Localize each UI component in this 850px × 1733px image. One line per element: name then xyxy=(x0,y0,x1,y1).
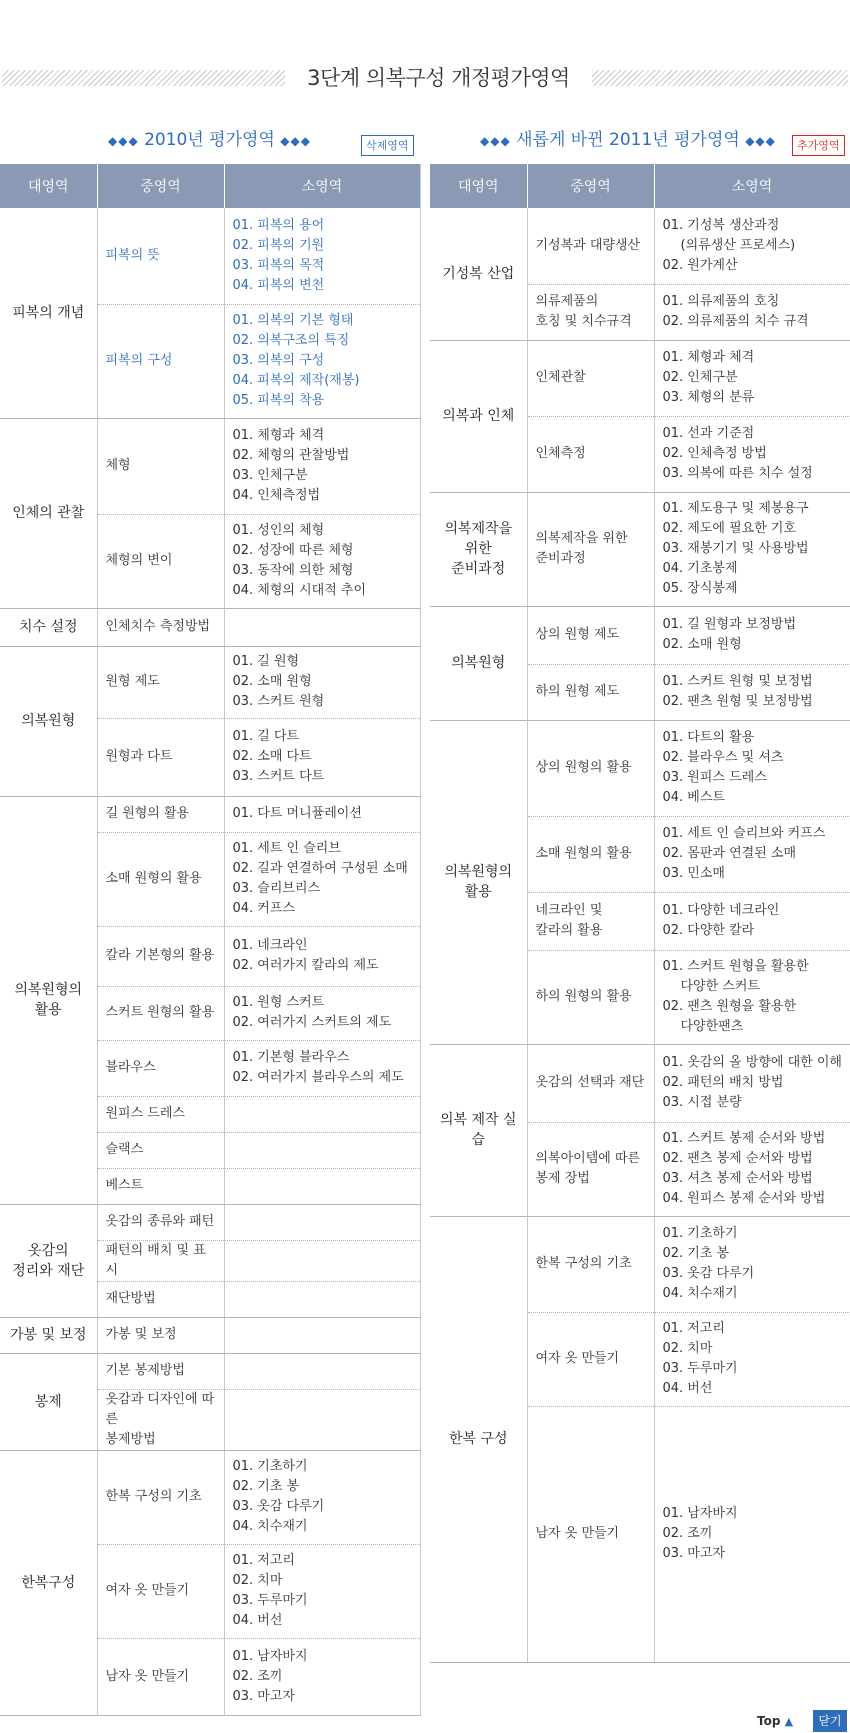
mid-area-cell: 한복 구성의 기초 xyxy=(527,1216,654,1312)
small-area-item: 02. 치마 xyxy=(662,1341,713,1356)
small-area-cell xyxy=(224,1638,420,1715)
small-area-item: 01. 체형과 체격 xyxy=(662,350,755,365)
mid-area-cell: 상의 원형의 활용 xyxy=(527,720,654,816)
small-area-item: 01. 세트 인 슬리브와 커프스 xyxy=(662,826,826,841)
small-area-item: 02. 여러가지 블라우스의 제도 xyxy=(232,1070,404,1085)
small-area-item: 02. 제도에 필요한 기호 xyxy=(662,521,797,536)
small-area-item: 03. 재봉기기 및 사용방법 xyxy=(662,541,809,556)
table-header-row xyxy=(430,164,850,208)
small-area-item: 03. 옷감 다루기 xyxy=(662,1266,755,1281)
mid-area-cell: 의류제품의 호칭 및 치수규격 xyxy=(527,284,654,340)
small-area-item: 03. 마고자 xyxy=(232,1688,295,1704)
major-area-cell: 의복 제작 실습 xyxy=(430,1044,527,1216)
mid-area-cell: 네크라인 및 칼라의 활용 xyxy=(527,892,654,950)
small-area-cell xyxy=(224,304,420,418)
small-area-cell xyxy=(224,646,420,718)
table-row xyxy=(0,796,420,832)
small-area-cell xyxy=(224,1204,420,1240)
small-area-item: 01. 기초하기 xyxy=(232,1459,308,1474)
small-area-item: 01. 기본형 블라우스 xyxy=(232,1050,350,1065)
page-title: 3단계 의복구성 개정평가영역 xyxy=(307,66,570,90)
small-area-item: 02. 블라우스 및 셔츠 xyxy=(662,750,784,765)
small-area-item: 02. 소매 원형 xyxy=(662,637,742,652)
small-area-cell xyxy=(224,1450,420,1544)
major-area-cell: 가봉 및 보정 xyxy=(0,1317,97,1353)
small-area-cell xyxy=(224,986,420,1040)
small-area-item: 02. 체형의 관찰방법 xyxy=(232,448,350,463)
mid-area-cell: 옷감과 디자인에 따른 봉제방법 xyxy=(97,1389,224,1450)
mid-area-cell: 가봉 및 보정 xyxy=(97,1317,224,1353)
small-area-item: 02. 기초 봉 xyxy=(232,1479,300,1494)
small-area-cell xyxy=(654,1216,850,1312)
small-area-item: 04. 인체측정법 xyxy=(232,488,321,503)
small-area-item: 02. 팬츠 봉제 순서와 방법 xyxy=(662,1151,813,1166)
small-area-cell xyxy=(224,608,420,646)
small-area-cell xyxy=(224,1353,420,1389)
small-area-cell xyxy=(654,492,850,606)
mid-area-cell: 기본 봉제방법 xyxy=(97,1353,224,1389)
small-area-cell xyxy=(654,284,850,340)
mid-area-cell: 체형 xyxy=(97,418,224,514)
table-row xyxy=(430,720,850,816)
small-area-cell xyxy=(224,1317,420,1353)
table-row xyxy=(430,492,850,606)
table-2011 xyxy=(430,164,850,1663)
diamond-icon: ◆◆◆ xyxy=(745,134,776,148)
small-area-item: 01. 체형과 체격 xyxy=(232,428,325,443)
mid-area-cell: 옷감의 종류와 패턴 xyxy=(97,1204,224,1240)
major-area-cell: 치수 설정 xyxy=(0,608,97,646)
mid-area-cell: 패턴의 배치 및 표시 xyxy=(97,1240,224,1281)
top-label: Top xyxy=(757,1714,781,1728)
mid-area-cell: 상의 원형 제도 xyxy=(527,606,654,664)
section-title-2010 xyxy=(108,126,311,154)
small-area-item: 02. 기초 봉 xyxy=(662,1246,730,1261)
table-header-row xyxy=(0,164,420,208)
small-area-cell xyxy=(654,1122,850,1216)
small-area-item: 02. 의복구조의 특징 xyxy=(232,333,350,348)
small-area-item: 02. 성장에 따른 체형 xyxy=(232,543,354,558)
small-area-item: 02. 피복의 기원 xyxy=(232,237,325,253)
small-area-item: 04. 원피스 봉제 순서와 방법 xyxy=(662,1191,826,1206)
small-area-item: 01. 다트 머니퓰레이션 xyxy=(232,806,362,821)
small-area-item: 03. 체형의 분류 xyxy=(662,390,755,405)
small-area-item: 02. 원가계산 xyxy=(662,257,738,273)
small-area-item: 03. 의복에 따른 치수 설정 xyxy=(662,466,813,481)
small-area-cell xyxy=(654,720,850,816)
table-row xyxy=(0,1353,420,1389)
major-area-cell: 의복과 인체 xyxy=(430,340,527,492)
small-area-item: 04. 치수재기 xyxy=(662,1286,738,1301)
top-link[interactable] xyxy=(757,1710,793,1732)
major-area-cell: 의복원형의 활용 xyxy=(430,720,527,1044)
small-area-item: 02. 조끼 xyxy=(662,1526,713,1541)
small-area-cell xyxy=(654,816,850,892)
small-area-item: 03. 슬리브리스 xyxy=(232,881,321,896)
table-row xyxy=(0,418,420,514)
small-area-item: 01. 세트 인 슬리브 xyxy=(232,841,341,856)
major-area-cell: 의복원형 xyxy=(430,606,527,720)
small-area-item: 03. 동작에 의한 체형 xyxy=(232,563,354,578)
title-hatch-right xyxy=(592,70,848,86)
small-area-item: 02. 길과 연결하여 구성된 소매 xyxy=(232,861,408,876)
small-area-item: 03. 원피스 드레스 xyxy=(662,770,767,785)
small-area-item: 04. 베스트 xyxy=(662,790,725,805)
small-area-item: 01. 저고리 xyxy=(232,1553,295,1568)
major-area-cell: 의복원형의 활용 xyxy=(0,796,97,1204)
small-area-item: 다양한 스커트 xyxy=(680,979,760,994)
mid-area-cell: 슬랙스 xyxy=(97,1132,224,1168)
small-area-cell xyxy=(224,208,420,304)
mid-area-cell: 재단방법 xyxy=(97,1281,224,1317)
major-area-cell: 의복원형 xyxy=(0,646,97,796)
mid-area-cell: 남자 옷 만들기 xyxy=(97,1638,224,1715)
header-major: 대영역 xyxy=(0,164,97,208)
small-area-item: 01. 길 다트 xyxy=(232,729,300,744)
mid-area-cell: 원형과 다트 xyxy=(97,718,224,796)
table-row xyxy=(0,1317,420,1353)
mid-area-cell: 여자 옷 만들기 xyxy=(527,1312,654,1406)
added-area-badge: 추가영역 xyxy=(792,135,845,156)
major-area-cell: 인체의 관찰 xyxy=(0,418,97,608)
small-area-item: 03. 의복의 구성 xyxy=(232,353,325,368)
small-area-cell xyxy=(224,718,420,796)
major-area-cell: 의복제작을 위한 준비과정 xyxy=(430,492,527,606)
table-2010 xyxy=(0,164,421,1716)
header-small: 소영역 xyxy=(654,164,850,208)
header-major: 대영역 xyxy=(430,164,527,208)
small-area-item: 04. 체형의 시대적 추이 xyxy=(232,583,367,598)
table-row xyxy=(430,208,850,284)
small-area-cell xyxy=(654,892,850,950)
small-area-item: 03. 두루마기 xyxy=(232,1593,308,1608)
arrow-up-icon: ▲ xyxy=(784,1715,794,1728)
small-area-item: 01. 남자바지 xyxy=(662,1506,738,1521)
small-area-item: 02. 인체구분 xyxy=(662,370,738,385)
small-area-item: 04. 기초봉제 xyxy=(662,561,738,576)
small-area-item: 01. 제도용구 및 제봉용구 xyxy=(662,501,809,516)
header-small: 소영역 xyxy=(224,164,420,208)
small-area-cell xyxy=(654,208,850,284)
small-area-item: 02. 치마 xyxy=(232,1573,283,1588)
mid-area-cell: 피복의 뜻 xyxy=(97,208,224,304)
small-area-item: 03. 피복의 목적 xyxy=(232,257,325,273)
section-title-2011 xyxy=(480,126,776,154)
header-mid: 중영역 xyxy=(97,164,224,208)
small-area-cell xyxy=(224,1132,420,1168)
small-area-item: 03. 인체구분 xyxy=(232,468,308,483)
small-area-item: 01. 저고리 xyxy=(662,1321,725,1336)
major-area-cell: 봉제 xyxy=(0,1353,97,1450)
mid-area-cell: 남자 옷 만들기 xyxy=(527,1406,654,1662)
small-area-item: 01. 피복의 용어 xyxy=(232,217,325,233)
small-area-cell xyxy=(224,1240,420,1281)
small-area-item: 01. 길 원형과 보정방법 xyxy=(662,617,797,632)
table-row xyxy=(0,208,420,304)
mid-area-cell: 의복아이템에 따른 봉제 장법 xyxy=(527,1122,654,1216)
small-area-item: 02. 패턴의 배치 방법 xyxy=(662,1075,784,1090)
small-area-item: 02. 다양한 칼라 xyxy=(662,923,755,938)
small-area-cell xyxy=(654,1312,850,1406)
small-area-cell xyxy=(224,796,420,832)
small-area-cell xyxy=(654,416,850,492)
small-area-item: 01. 다트의 활용 xyxy=(662,730,755,745)
close-button[interactable]: 닫기 xyxy=(813,1710,847,1732)
small-area-item: 04. 피복의 제작(재봉) xyxy=(232,373,360,388)
small-area-item: 01. 네크라인 xyxy=(232,938,308,953)
mid-area-cell: 의복제작을 위한 준비과정 xyxy=(527,492,654,606)
small-area-item: 02. 팬츠 원형 및 보정방법 xyxy=(662,694,813,709)
title-hatch-left xyxy=(2,70,285,86)
small-area-item: 01. 선과 기준점 xyxy=(662,426,755,441)
small-area-item: 01. 스커트 원형 및 보정법 xyxy=(662,674,813,689)
mid-area-cell: 기성복과 대량생산 xyxy=(527,208,654,284)
diamond-icon: ◆◆◆ xyxy=(480,134,511,148)
table-row xyxy=(430,606,850,664)
header-mid: 중영역 xyxy=(527,164,654,208)
small-area-item: 01. 남자바지 xyxy=(232,1648,308,1664)
small-area-item: 다양한팬츠 xyxy=(680,1019,744,1034)
small-area-item: 01. 옷감의 올 방향에 대한 이해 xyxy=(662,1055,842,1070)
small-area-item: 04. 버선 xyxy=(662,1381,713,1396)
small-area-item: 05. 장식봉제 xyxy=(662,581,738,596)
small-area-item: 03. 스커트 다트 xyxy=(232,769,325,784)
small-area-item: 01. 스커트 원형을 활용한 xyxy=(662,959,809,974)
small-area-item: 04. 커프스 xyxy=(232,901,295,916)
small-area-item: 03. 시접 분량 xyxy=(662,1095,742,1110)
major-area-cell: 옷감의 정리와 재단 xyxy=(0,1204,97,1317)
mid-area-cell: 스커트 원형의 활용 xyxy=(97,986,224,1040)
mid-area-cell: 피복의 구성 xyxy=(97,304,224,418)
small-area-item: 01. 기초하기 xyxy=(662,1226,738,1241)
table-row xyxy=(0,1204,420,1240)
small-area-item: 02. 의류제품의 치수 규격 xyxy=(662,314,809,329)
mid-area-cell: 칼라 기본형의 활용 xyxy=(97,926,224,986)
table-row xyxy=(0,646,420,718)
small-area-item: 01. 다양한 네크라인 xyxy=(662,903,780,918)
small-area-item: 04. 치수재기 xyxy=(232,1519,308,1534)
small-area-item: 01. 성인의 체형 xyxy=(232,523,325,538)
page-title-row xyxy=(0,62,850,96)
small-area-item: 02. 소매 다트 xyxy=(232,749,312,764)
mid-area-cell: 블라우스 xyxy=(97,1040,224,1096)
small-area-cell xyxy=(224,418,420,514)
small-area-item: (의류생산 프로세스) xyxy=(680,237,796,253)
small-area-item: 02. 팬츠 원형을 활용한 xyxy=(662,999,797,1014)
major-area-cell: 피복의 개념 xyxy=(0,208,97,418)
major-area-cell: 한복구성 xyxy=(0,1450,97,1715)
small-area-item: 03. 셔츠 봉제 순서와 방법 xyxy=(662,1171,813,1186)
small-area-cell xyxy=(224,514,420,608)
small-area-item: 03. 스커트 원형 xyxy=(232,694,325,709)
mid-area-cell: 소매 원형의 활용 xyxy=(527,816,654,892)
mid-area-cell: 여자 옷 만들기 xyxy=(97,1544,224,1638)
small-area-cell xyxy=(224,1544,420,1638)
mid-area-cell: 원형 제도 xyxy=(97,646,224,718)
mid-area-cell: 체형의 변이 xyxy=(97,514,224,608)
mid-area-cell: 인체측정 xyxy=(527,416,654,492)
table-row xyxy=(0,608,420,646)
small-area-cell xyxy=(224,926,420,986)
mid-area-cell: 옷감의 선택과 재단 xyxy=(527,1044,654,1122)
mid-area-cell: 원피스 드레스 xyxy=(97,1096,224,1132)
table-row xyxy=(0,1450,420,1544)
small-area-item: 04. 버선 xyxy=(232,1613,283,1628)
mid-area-cell: 길 원형의 활용 xyxy=(97,796,224,832)
table-row xyxy=(430,1216,850,1312)
small-area-item: 02. 몸판과 연결된 소매 xyxy=(662,846,797,861)
small-area-item: 01. 의복의 기본 형태 xyxy=(232,313,354,328)
small-area-cell xyxy=(224,1040,420,1096)
mid-area-cell: 하의 원형 제도 xyxy=(527,664,654,720)
section-title-2011-text: 새롭게 바뀐 2011년 평가영역 xyxy=(516,130,740,150)
small-area-cell xyxy=(224,1389,420,1450)
mid-area-cell: 인체관찰 xyxy=(527,340,654,416)
small-area-cell xyxy=(654,950,850,1044)
table-row xyxy=(430,340,850,416)
small-area-item: 02. 소매 원형 xyxy=(232,674,312,689)
small-area-cell xyxy=(224,1281,420,1317)
section-title-2010-text: 2010년 평가영역 xyxy=(144,130,275,150)
small-area-item: 01. 원형 스커트 xyxy=(232,995,325,1010)
diamond-icon: ◆◆◆ xyxy=(280,134,311,148)
small-area-cell xyxy=(224,832,420,926)
small-area-item: 03. 두루마기 xyxy=(662,1361,738,1376)
small-area-item: 03. 마고자 xyxy=(662,1546,725,1561)
small-area-item: 01. 의류제품의 호칭 xyxy=(662,294,780,309)
deleted-area-badge: 삭제영역 xyxy=(361,135,414,156)
small-area-item: 02. 인체측정 방법 xyxy=(662,446,767,461)
small-area-item: 01. 기성복 생산과정 xyxy=(662,217,780,233)
small-area-item: 03. 민소매 xyxy=(662,866,725,881)
small-area-item: 03. 옷감 다루기 xyxy=(232,1499,325,1514)
mid-area-cell: 한복 구성의 기초 xyxy=(97,1450,224,1544)
small-area-item: 02. 조끼 xyxy=(232,1668,283,1684)
small-area-cell xyxy=(654,664,850,720)
small-area-item: 05. 피복의 착용 xyxy=(232,393,325,408)
diamond-icon: ◆◆◆ xyxy=(108,134,139,148)
major-area-cell: 한복 구성 xyxy=(430,1216,527,1662)
table-row xyxy=(430,1044,850,1122)
small-area-cell xyxy=(224,1096,420,1132)
small-area-item: 04. 피복의 변천 xyxy=(232,277,325,293)
mid-area-cell: 인체치수 측정방법 xyxy=(97,608,224,646)
mid-area-cell: 베스트 xyxy=(97,1168,224,1204)
small-area-item: 01. 스커트 봉제 순서와 방법 xyxy=(662,1131,826,1146)
small-area-item: 01. 길 원형 xyxy=(232,654,300,669)
mid-area-cell: 소매 원형의 활용 xyxy=(97,832,224,926)
small-area-cell xyxy=(654,340,850,416)
small-area-cell xyxy=(654,1044,850,1122)
small-area-cell xyxy=(654,1406,850,1662)
major-area-cell: 기성복 산업 xyxy=(430,208,527,340)
small-area-cell xyxy=(224,1168,420,1204)
small-area-item: 02. 여러가지 스커트의 제도 xyxy=(232,1015,392,1030)
small-area-item: 02. 여러가지 칼라의 제도 xyxy=(232,958,379,973)
mid-area-cell: 하의 원형의 활용 xyxy=(527,950,654,1044)
small-area-cell xyxy=(654,606,850,664)
